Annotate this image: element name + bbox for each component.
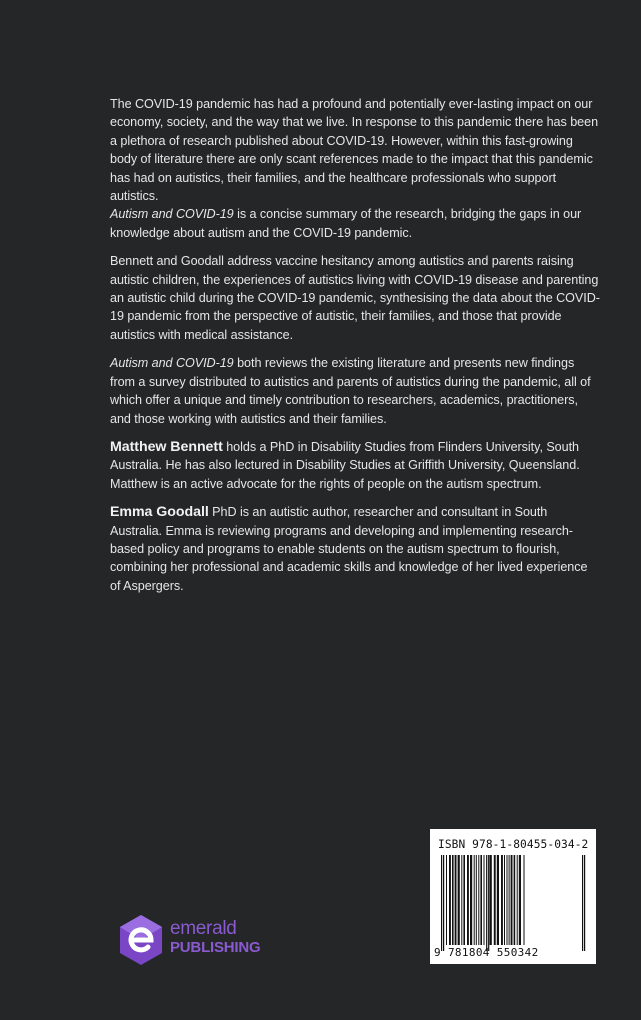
back-cover-blurb bbox=[110, 95, 600, 605]
barcode-bars bbox=[441, 855, 587, 955]
barcode-bar bbox=[501, 855, 503, 945]
emerald-hexagon-icon bbox=[118, 914, 164, 966]
barcode-bar bbox=[497, 855, 499, 945]
barcode-bar bbox=[484, 855, 485, 945]
blurb-paragraph-2: Bennett and Goodall address vaccine hesitancy among autistics and parents raising autistic children, the experiences of autistics living with COVID-19 disease and parenting an autistic child during the COVID-19 pandemic, synthesising the data about the COVID-19 pandemic from the perspective of autistic, their families, and those that provide autistics with medical assistance. bbox=[110, 254, 600, 342]
author-bio-text: holds a PhD in Disability Studies from Flinders University, South Australia. He has also lectured in Disability Studies at Griffith University, Queensland. Matthew is an active advocate for the rights of people on the autism spectrum. bbox=[110, 439, 580, 491]
blurb-paragraph-3 bbox=[110, 354, 600, 428]
barcode-guard-bar bbox=[441, 855, 442, 951]
barcode-bar bbox=[511, 855, 513, 945]
barcode-guard-bar bbox=[582, 855, 583, 951]
isbn-barcode bbox=[430, 829, 596, 964]
barcode-bar bbox=[494, 855, 496, 945]
barcode-bar bbox=[470, 855, 472, 945]
author-bio-bennett bbox=[110, 438, 600, 493]
barcode-guard-bar bbox=[443, 855, 444, 951]
barcode-bar bbox=[455, 855, 457, 945]
barcode-bar bbox=[449, 855, 451, 945]
barcode-bar bbox=[474, 855, 475, 945]
barcode-bar bbox=[480, 855, 482, 945]
barcode-bar bbox=[476, 855, 477, 945]
barcode-bar bbox=[463, 855, 465, 945]
barcode-bar bbox=[517, 855, 518, 945]
book-title: Autism and COVID-19 bbox=[110, 356, 234, 371]
barcode-guard-bar bbox=[488, 855, 489, 951]
barcode-guard-bar bbox=[584, 855, 585, 951]
barcode-bar bbox=[519, 855, 521, 945]
book-title: Autism and COVID-19 bbox=[110, 207, 234, 222]
barcode-bar bbox=[452, 855, 454, 945]
publisher-name-publishing: PUBLISHING bbox=[170, 939, 261, 956]
author-name: Emma Goodall bbox=[110, 504, 209, 521]
publisher-name-emerald: emerald bbox=[170, 918, 237, 939]
barcode-bar bbox=[478, 855, 479, 945]
barcode-bar bbox=[509, 855, 510, 945]
barcode-digits: 9 781804 550342 bbox=[434, 946, 539, 959]
blurb-paragraph-1 bbox=[110, 95, 600, 242]
barcode-bar bbox=[446, 855, 447, 945]
blurb-p1-lead: The COVID-19 pandemic has had a profound and potentially ever-lasting impact on our economy, society, and the way that we live. In response to this pandemic there has been a plethora of research published about COVID-19. However, within this fast-growing body of literature there are only scant references made to the impact that this pandemic has had on autistics, their families, and the healthcare professionals who support autistics. bbox=[110, 97, 599, 204]
barcode-bar bbox=[504, 855, 505, 945]
isbn-label: ISBN 978-1-80455-034-2 bbox=[438, 838, 589, 851]
blurb-p1-rest: is a concise summary of the research, bridging the gaps in our knowledge about autism and the COVID-19 pandemic. bbox=[110, 207, 582, 240]
blurb-p3-rest: both reviews the existing literature and presents new findings from a survey distributed to autistics and parents of autistics during the pandemic, all of which offer a unique and timely contribution to researchers, academics, practitioners, and those working with autistics and their families. bbox=[110, 356, 591, 426]
barcode-bar bbox=[461, 855, 462, 945]
barcode-guard-bar bbox=[486, 855, 487, 951]
author-bio-goodall bbox=[110, 503, 600, 595]
barcode-bar bbox=[458, 855, 460, 945]
barcode-bar bbox=[467, 855, 469, 945]
publisher-logo bbox=[118, 912, 278, 968]
barcode-bar bbox=[524, 855, 525, 945]
author-name: Matthew Bennett bbox=[110, 438, 223, 455]
barcode-bar bbox=[507, 855, 508, 945]
author-bio-text: PhD is an autistic author, researcher and consultant in South Australia. Emma is reviewing programs and developing and implementing research-based policy and programs to enable students on the autism spectrum to flourish, combining her professional and academic skills and knowledge of her lived experience of Aspergers. bbox=[110, 505, 588, 593]
barcode-bar bbox=[514, 855, 516, 945]
barcode-bar bbox=[490, 855, 492, 945]
